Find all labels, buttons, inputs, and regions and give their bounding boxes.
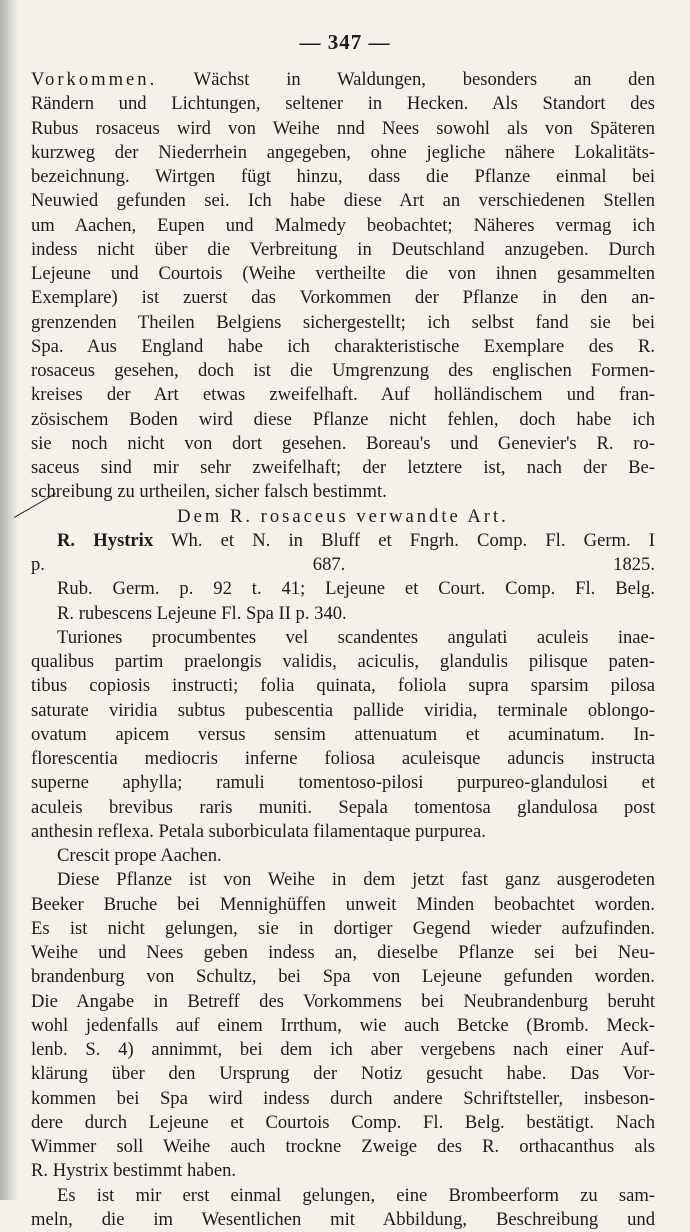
text-segment: Wächst in Waldungen, besonders an den bbox=[157, 69, 655, 90]
text-line bbox=[31, 1087, 655, 1111]
text-line bbox=[31, 941, 655, 965]
text-segment: Wh. et N. in Bluff et Fngrh. Comp. Fl. Germ. I bbox=[153, 529, 655, 551]
body-text bbox=[31, 68, 655, 1232]
text-segment: superne aphylla; ramuli tomentoso-pilosi purpureo-glandulosi et bbox=[31, 772, 655, 794]
text-segment: dere durch Lejeune et Courtois Comp. Fl. Belg. bestätigt. Nach bbox=[31, 1111, 655, 1133]
text-line bbox=[31, 505, 655, 529]
text-line bbox=[31, 408, 655, 432]
text-line bbox=[31, 383, 655, 407]
text-line bbox=[31, 335, 655, 359]
text-segment: florescentia mediocris inferne foliosa aculeisque aduncis instructa bbox=[31, 748, 655, 769]
text-segment: Die Angabe in Betreff des Vorkommens bei Neubrandenburg beruht bbox=[31, 990, 655, 1012]
text-segment: R. Hystrix bbox=[57, 529, 154, 551]
text-line bbox=[31, 141, 655, 165]
text-segment: p. 687. 1825. bbox=[31, 554, 655, 575]
text-line bbox=[31, 92, 655, 116]
text-segment: Weihe und Nees geben indess an, dieselbe Pflanze sei bei Neu- bbox=[31, 942, 655, 963]
text-segment: kommen bei Spa wird indess durch andere Schriftsteller, insbeson- bbox=[31, 1087, 655, 1109]
text-line bbox=[31, 796, 655, 820]
text-segment: indess nicht über die Verbreitung in Deutschland anzugeben. Durch bbox=[31, 238, 655, 260]
text-line bbox=[31, 456, 655, 480]
text-line bbox=[31, 432, 655, 456]
text-segment: Turiones procumbentes vel scandentes angulati aculeis inae- bbox=[57, 626, 655, 648]
text-line bbox=[31, 1038, 655, 1062]
text-segment: meln, die im Wesentlichen mit Abbildung, Beschreibung und bbox=[31, 1208, 655, 1230]
text-segment: saturate viridia subtus pubescentia pallide viridia, terminale oblongo- bbox=[31, 699, 655, 721]
text-segment: tibus copiosis instructi; folia quinata, foliola supra sparsim pilosa bbox=[31, 675, 655, 697]
text-line bbox=[31, 1111, 655, 1135]
text-line bbox=[31, 68, 655, 92]
text-line bbox=[31, 893, 655, 917]
text-line bbox=[31, 553, 655, 577]
text-segment: anthesin reflexa. Petala suborbiculata filamentaque purpurea. bbox=[31, 820, 486, 842]
text-segment: Rub. Germ. p. 92 t. 41; Lejeune et Court. Comp. Fl. Belg. bbox=[57, 578, 655, 600]
text-line bbox=[31, 1135, 655, 1159]
text-line bbox=[31, 286, 655, 310]
text-line bbox=[31, 1062, 655, 1086]
text-line bbox=[31, 723, 655, 747]
text-line bbox=[31, 117, 655, 141]
text-segment: Rubus rosaceus wird von Weihe nnd Nees sowohl als von Späteren bbox=[31, 117, 655, 139]
text-segment: zösischem Boden wird diese Pflanze nicht fehlen, doch habe ich bbox=[31, 408, 655, 430]
text-line bbox=[31, 480, 655, 504]
text-segment: kurzweg der Niederrhein angegeben, ohne jegliche nähere Lokalitäts- bbox=[31, 141, 655, 163]
text-segment: Wimmer soll Weihe auch trockne Zweige des R. orthacanthus als bbox=[31, 1136, 655, 1157]
text-segment: R. Hystrix bestimmt haben. bbox=[31, 1160, 237, 1182]
text-segment: Crescit prope Aachen. bbox=[57, 845, 222, 866]
text-line bbox=[31, 626, 655, 650]
text-line bbox=[31, 602, 655, 626]
text-segment: Es ist mir erst einmal gelungen, eine Brombeerform zu sam- bbox=[57, 1184, 655, 1206]
text-line bbox=[31, 238, 655, 262]
text-line bbox=[31, 699, 655, 723]
text-segment: Lejeune und Courtois (Weihe vertheilte die von ihnen gesammelten bbox=[31, 263, 655, 284]
text-segment: klärung über den Ursprung der Notiz gesucht habe. Das Vor- bbox=[31, 1063, 655, 1085]
text-segment: bezeichnung. Wirtgen fügt hinzu, dass die Pflanze einmal bei bbox=[31, 166, 655, 187]
text-segment: Rändern und Lichtungen, seltener in Hecken. Als Standort des bbox=[31, 93, 655, 115]
text-line bbox=[31, 1208, 655, 1232]
text-segment: Es ist nicht gelungen, sie in dortiger Gegend wieder aufzufinden. bbox=[31, 917, 655, 939]
text-segment: ovatum apicem versus sensim attenuatum et acuminatum. In- bbox=[31, 723, 655, 745]
text-line bbox=[31, 650, 655, 674]
text-line bbox=[31, 214, 655, 238]
text-segment: sie noch nicht von dort gesehen. Boreau's und Genevier's R. ro- bbox=[31, 432, 655, 454]
text-segment: Dem R. rosaceus verwandte Art. bbox=[177, 505, 509, 527]
text-segment: R. rubescens Lejeune Fl. Spa II p. 340. bbox=[57, 602, 347, 624]
text-line bbox=[31, 990, 655, 1014]
text-segment: kreises der Art etwas zweifelhaft. Auf holländischem und fran- bbox=[31, 384, 655, 406]
text-line bbox=[31, 917, 655, 941]
text-line bbox=[31, 1184, 655, 1208]
text-line bbox=[31, 262, 655, 286]
text-segment: grenzenden Theilen Belgiens sichergestellt; ich selbst fand sie bei bbox=[31, 311, 655, 333]
text-segment: Neuwied gefunden sei. Ich habe diese Art an verschiedenen Stellen bbox=[31, 190, 655, 212]
text-segment: Diese Pflanze ist von Weihe in dem jetzt fast ganz ausgerodeten bbox=[57, 869, 655, 891]
text-segment: Spa. Aus England habe ich charakteristische Exemplare des R. bbox=[31, 335, 655, 357]
text-segment: Vorkommen. bbox=[31, 69, 158, 90]
text-segment: qualibus partim praelongis validis, aciculis, glandulis pilisque paten- bbox=[31, 651, 655, 672]
text-line bbox=[31, 165, 655, 189]
text-line bbox=[31, 674, 655, 698]
text-line bbox=[31, 747, 655, 771]
page-number: — 347 — bbox=[299, 30, 391, 54]
text-segment: wohl jedenfalls auf einem Irrthum, wie auch Betcke (Bromb. Meck- bbox=[31, 1014, 655, 1036]
text-segment: Exemplare) ist zuerst das Vorkommen der Pflanze in den an- bbox=[31, 287, 655, 309]
text-segment: schreibung zu urtheilen, sicher falsch bestimmt. bbox=[31, 481, 387, 503]
text-line bbox=[31, 820, 655, 844]
text-line bbox=[31, 577, 655, 601]
text-line bbox=[31, 771, 655, 795]
text-line bbox=[31, 965, 655, 989]
text-segment: lenb. S. 4) annimmt, bei dem ich aber vergebens nach einer Auf- bbox=[31, 1039, 655, 1060]
text-line bbox=[31, 359, 655, 383]
text-line bbox=[31, 1014, 655, 1038]
text-line bbox=[31, 189, 655, 213]
text-segment: brandenburg von Schultz, bei Spa von Lejeune gefunden worden. bbox=[31, 966, 655, 988]
text-segment: saceus sind mir sehr zweifelhaft; der letztere ist, nach der Be- bbox=[31, 457, 655, 478]
text-segment: aculeis brevibus raris muniti. Sepala tomentosa glandulosa post bbox=[31, 796, 655, 818]
text-segment: Beeker Bruche bei Mennighüffen unweit Minden beobachtet worden. bbox=[31, 893, 655, 915]
text-line bbox=[31, 529, 655, 553]
text-segment: rosaceus gesehen, doch ist die Umgrenzung des englischen Formen- bbox=[31, 360, 655, 381]
page-edge-shadow bbox=[0, 0, 18, 1200]
text-line bbox=[31, 844, 655, 868]
text-line bbox=[31, 1159, 655, 1183]
text-line bbox=[31, 868, 655, 892]
text-line bbox=[31, 311, 655, 335]
text-segment: um Aachen, Eupen und Malmedy beobachtet; Näheres vermag ich bbox=[31, 214, 655, 236]
